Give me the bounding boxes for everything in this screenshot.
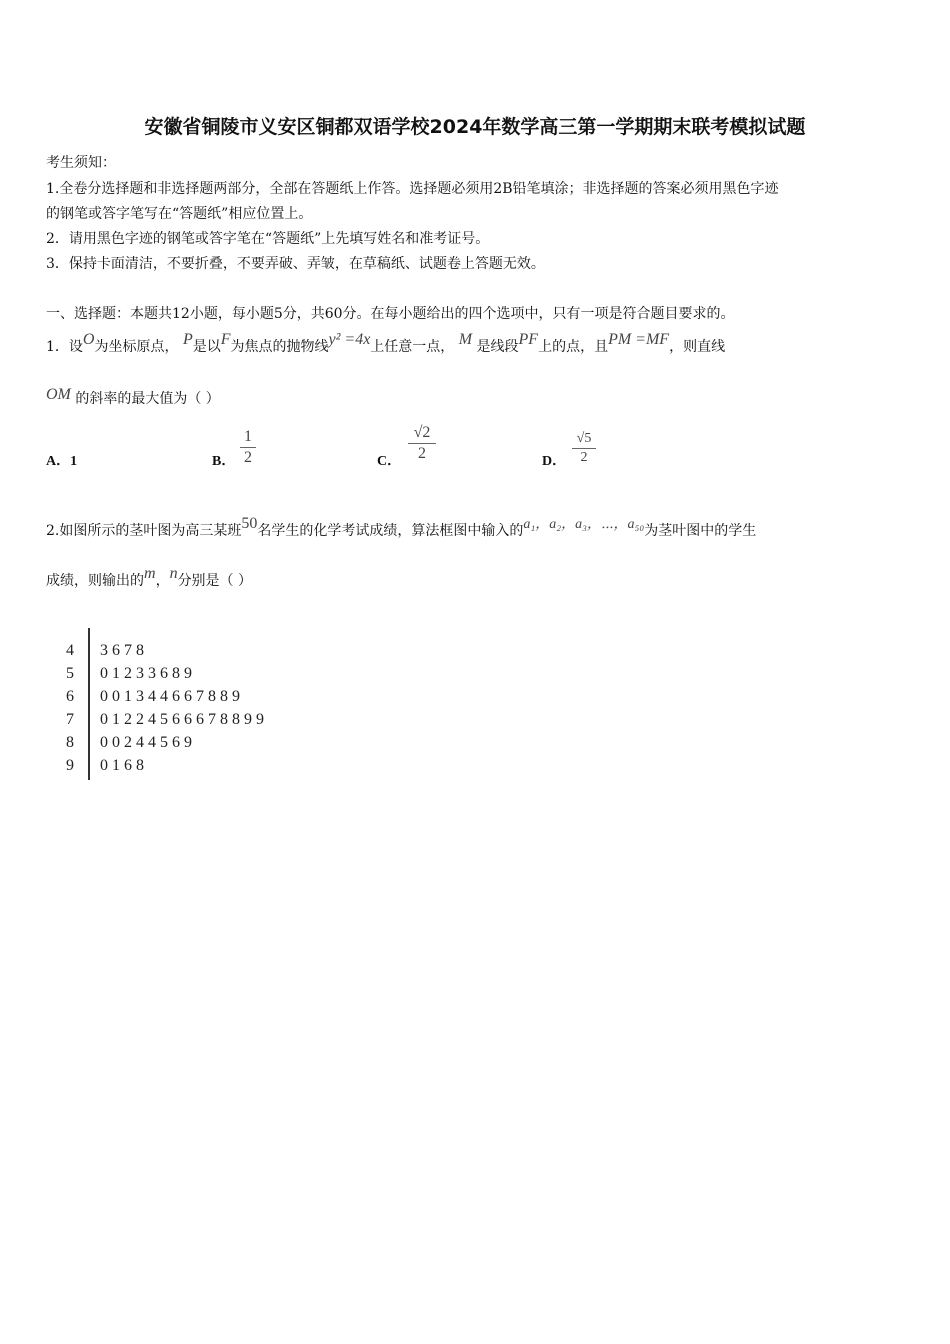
leaf-values: 0 1 6 8 <box>100 757 144 774</box>
q1-option-b-label: B． <box>212 454 236 469</box>
stem-value: 5 <box>66 665 74 682</box>
q1-text: ，则直线 <box>669 339 726 355</box>
stem-value: 6 <box>66 688 74 705</box>
q1-text: 的斜率的最大值为（ ） <box>75 391 220 407</box>
q1-option-c-fraction <box>408 424 436 463</box>
question-2-line-1 <box>46 515 906 540</box>
fraction-numerator: √5 <box>576 431 592 446</box>
fraction-denominator: 2 <box>580 450 588 465</box>
q1-option-a <box>46 450 77 470</box>
option-value: 1 <box>70 454 78 469</box>
q2-math-sequence: a₁，a₂，a₃，⋯，a₅₀ <box>523 517 645 532</box>
notice-heading: 考生须知： <box>46 155 116 171</box>
notice-item-3: 3．保持卡面清洁，不要折叠，不要弄破、弄皱，在草稿纸、试题卷上答题无效。 <box>46 256 545 272</box>
q1-text: 为坐标原点， <box>94 339 179 355</box>
leaf-values: 3 6 7 8 <box>100 642 144 659</box>
leaf-values: 0 1 2 2 4 5 6 6 6 7 8 8 9 9 <box>100 711 264 728</box>
q1-option-c-label: C． <box>377 454 402 469</box>
q1-text: 是以 <box>192 339 221 355</box>
fraction-numerator: √2 <box>413 424 431 441</box>
notice-item-2: 2．请用黑色字迹的钢笔或答字笔在“答题纸”上先填写姓名和准考证号。 <box>46 231 490 247</box>
fraction-bar <box>408 443 436 444</box>
notice-item-1a: 1.全卷分选择题和非选择题两部分，全部在答题纸上作答。选择题必须用2B铅笔填涂；非选择题的答案必须用黑色字迹 <box>46 181 779 197</box>
q1-math-pf: PF <box>518 331 539 348</box>
q1-math-om: OM <box>46 386 71 403</box>
q2-text: 为茎叶图中的学生 <box>644 523 757 539</box>
fraction-bar <box>240 447 256 448</box>
q1-math-f: F <box>220 331 231 348</box>
q2-math-m: m <box>144 565 156 582</box>
question-2-line-2 <box>46 565 253 590</box>
fraction-numerator: 1 <box>244 428 252 445</box>
stem-value: 8 <box>66 734 74 751</box>
q1-math-p: P <box>182 331 193 348</box>
question-1-line-2 <box>46 388 220 408</box>
q1-text: 上任意一点， <box>370 339 455 355</box>
q1-text: 为焦点的抛物线 <box>230 339 329 355</box>
q1-option-b-fraction <box>240 428 256 467</box>
q1-text: 上的点，且 <box>538 339 609 355</box>
stem-value: 4 <box>66 642 74 659</box>
notice-item-1b: 的钢笔或答字笔写在“答题纸”相应位置上。 <box>46 206 313 222</box>
fraction-denominator: 2 <box>418 445 426 462</box>
stem-leaf-plot <box>60 628 380 780</box>
q2-math-n: n <box>169 565 178 582</box>
stem-value: 9 <box>66 757 74 774</box>
fraction-denominator: 2 <box>244 449 252 466</box>
section-heading: 一、选择题：本题共12小题，每小题5分，共60分。在每小题给出的四个选项中，只有一项是符合题目要求的。 <box>46 306 735 322</box>
q2-math-50: 50 <box>241 515 258 532</box>
question-1-line-1 <box>46 331 906 356</box>
leaf-values: 0 0 1 3 4 4 6 6 7 8 8 9 <box>100 688 240 705</box>
q1-math-o: O <box>82 331 95 348</box>
page-title: 安徽省铜陵市义安区铜都双语学校2024年数学高三第一学期期末联考模拟试题 <box>144 116 806 138</box>
stem-value: 7 <box>66 711 74 728</box>
q1-option-d-fraction <box>572 431 596 466</box>
option-label: A． <box>46 454 71 469</box>
stem-leaf-divider <box>88 628 90 780</box>
q1-math-pm-mf: PM =MF <box>608 331 670 348</box>
q2-text: 2.如图所示的茎叶图为高三某班 <box>46 523 242 539</box>
leaf-values: 0 0 2 4 4 5 6 9 <box>100 734 192 751</box>
q1-math-m: M <box>458 331 473 348</box>
q1-math-parabola: y² =4x <box>328 331 371 348</box>
q1-text: 是线段 <box>476 339 519 355</box>
fraction-bar <box>572 448 596 449</box>
q2-text: 名学生的化学考试成绩，算法框图中输入的 <box>257 523 524 539</box>
q1-option-d-label: D． <box>542 454 567 469</box>
q2-text: 成绩，则输出的 <box>46 573 144 589</box>
leaf-values: 0 1 2 3 3 6 8 9 <box>100 665 192 682</box>
q1-text: 1．设 <box>46 339 83 355</box>
q2-text: 分别是（ ） <box>177 573 253 589</box>
q2-text: ， <box>155 573 170 589</box>
